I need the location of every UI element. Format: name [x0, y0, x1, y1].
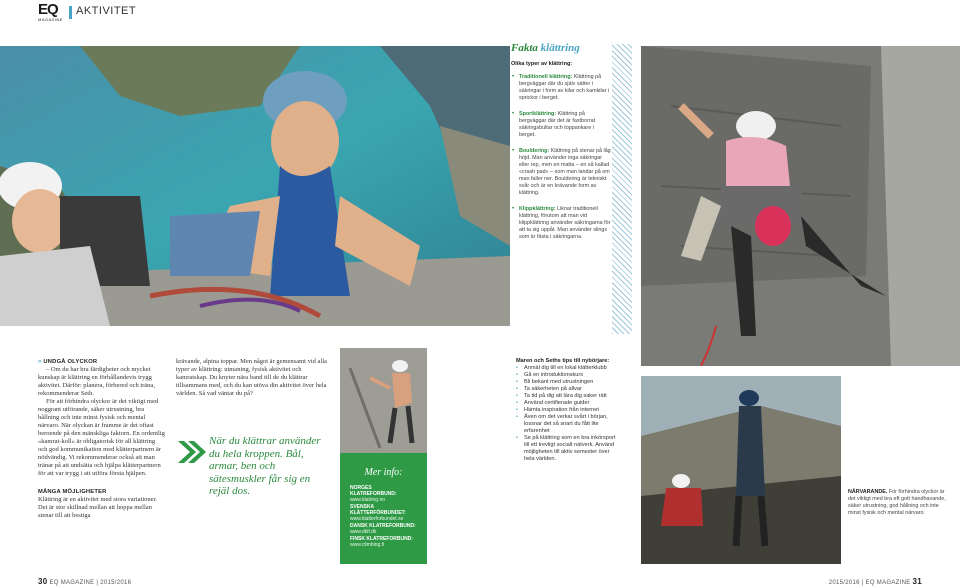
- info-org: NORGES KLATREFORBUND:: [350, 485, 397, 497]
- fakta-box: [511, 42, 611, 332]
- tips-item: [516, 400, 616, 407]
- info-org: FINSK KLATREFORBUND:: [350, 536, 413, 542]
- paragraph: För att förhindra olyckor är det viktigt med noggrant utförande, säker utrustning, bra hållning och inte minst fysisk och mental närvaro. När olyckan är framme är det oftast beroende på den mänskliga faktorn. En ordentlig «kamrat-koll» är obligatorisk för all klättring och god kommunikation med klätterpartnern är nödvändig. Vi rekommenderar också att man tränar på att undsätta och hjälpa klätterpartnern för att var trygg i att utföra första hjälpen.: [38, 398, 165, 477]
- page-number: 31: [912, 577, 922, 586]
- info-org: DANSK KLATREFORBUND:: [350, 523, 416, 529]
- info-org: SVENSKA KLÄTTERFÖRBUNDET:: [350, 504, 406, 516]
- tips-text: Ta säkerheten på allvar: [524, 386, 582, 392]
- info-link[interactable]: www.klatterforbundet.se: [350, 516, 404, 522]
- bullet-icon: •: [516, 435, 518, 441]
- section-title: AKTIVITET: [76, 5, 137, 17]
- photo-climber-small: [340, 348, 427, 454]
- bullet-icon: •: [516, 379, 518, 385]
- fakta-item: [511, 111, 611, 139]
- tips-item: [516, 407, 616, 414]
- bullet-icon: •: [516, 407, 518, 413]
- fakta-term: Traditionell klättring:: [519, 74, 573, 80]
- footer-issue: 2015/2016: [100, 580, 132, 586]
- footer-mag: EQ MAGAZINE: [49, 580, 95, 586]
- fakta-text: Klättring på stenar på låg höjd. Man använder inga säkringar eller rep, men en matta – en så kallad «crash pad» – som man landar på om man faller ner. Bouldering är tekniskt svår och är en krävande form av klättring.: [519, 148, 611, 196]
- tips-item: [516, 435, 616, 463]
- fakta-title: [511, 42, 611, 54]
- footer-issue: 2015/2016: [828, 580, 860, 586]
- bullet-icon: •: [516, 365, 518, 371]
- tips-text: Anmäl dig till en lokal klätterklubb: [524, 365, 607, 371]
- footer-mag: EQ MAGAZINE: [865, 580, 911, 586]
- header-accent-bar: [69, 6, 72, 19]
- fakta-text: Liknar traditionell klättring, förutom att man vid klippklättring använder säkringarna för att ta sig uppåt. Man använder slings som är fästa i säkringarna.: [519, 206, 611, 240]
- bullet-icon: •: [516, 386, 518, 392]
- info-link[interactable]: www.klatring.no: [350, 497, 386, 503]
- tips-text: Använd certifierade guider: [524, 400, 590, 406]
- tips-text: Även om det verkar svårt i början, lossnar det så snart du fått lite erfarenhet: [524, 414, 608, 434]
- tips-text: Se på klättring som en bra inkörsport till ett trevligt socialt nätverk. Använd möjligheten till aktiv semester över hela världen.: [524, 435, 616, 462]
- photo-climbers-mountain: [641, 376, 841, 564]
- paragraph: krävande, alpina toppar. Men något är gemensamt vid alla typer av klättring: utmaning, fysisk aktivitet och kamratskap. Du knyter nära band till de du klättrar tillsammans med, och du kan utöva din aktivitet över hela världen. Så vad väntar du på?: [176, 358, 327, 397]
- tips-item: [516, 386, 616, 393]
- tips-item: [516, 365, 616, 372]
- fakta-term: Bouldering:: [519, 148, 550, 154]
- section-head-possibilities: MÅNGA MÖJLIGHETER: [38, 489, 107, 495]
- paragraph: Klättring är en aktivitet med stora variationer. Det är stor skillnad mellan att hoppa mellan stenar till att bestiga: [38, 496, 157, 519]
- section-head-text: UNDGÅ OLYCKOR: [43, 359, 98, 365]
- bullet-icon: •: [512, 206, 515, 212]
- fakta-text: Klättring på bergväggar där du själv sätter i säkringar i form av kilar och kamkilar i sprickor i berget.: [519, 74, 610, 101]
- fakta-term: Klippklättring:: [519, 206, 556, 212]
- page-number: 30: [38, 577, 48, 586]
- bullet-icon: •: [516, 393, 518, 399]
- eq-logo: [38, 3, 64, 21]
- logo-subtext: MAGAZINE: [38, 17, 63, 22]
- quote-chevron-icon: [176, 437, 206, 467]
- caption-text: För förhindra olyckor är det viktigt med bra eft gott handhavande, säker utrustning, god hållning och inte minst fysisk och mental närvaro.: [848, 489, 946, 516]
- photo-caption: [848, 489, 948, 517]
- bullet-icon: •: [512, 111, 515, 117]
- tips-text: Hämta inspiration från internet: [524, 407, 599, 413]
- pull-quote: När du klättrar använder du hela kroppen. Bål, armar, ben och sätesmuskler får sig en rejäl dos.: [209, 435, 321, 497]
- footer-left: 30 EQ MAGAZINE | 2015/2016: [38, 577, 132, 586]
- fakta-text: Klättring på bergväggar där det är fastborrat säkringsbultar och toppankare i berget.: [519, 111, 596, 138]
- info-link[interactable]: www.climbing.fi: [350, 542, 385, 548]
- tips-item: [516, 379, 616, 386]
- tips-heading: Maren och Seths tips till nybörjare:: [516, 358, 610, 364]
- tips-text: Bli bekant med utrustningen: [524, 379, 594, 385]
- fakta-subtitle: Olika typer av klättring:: [511, 61, 573, 67]
- bullet-icon: •: [516, 400, 518, 406]
- fakta-title-b: klättring: [540, 42, 580, 54]
- footer-right: 2015/2016 | EQ MAGAZINE 31: [828, 577, 922, 586]
- logo-text: EQ: [38, 1, 58, 18]
- photo-climbers-coast: [0, 46, 510, 326]
- bullet-icon: •: [512, 74, 515, 80]
- caption-head: NÄRVARANDE.: [848, 489, 888, 495]
- tips-item: [516, 414, 616, 435]
- fakta-term: Sportklättring:: [519, 111, 557, 117]
- bullet-icon: •: [516, 372, 518, 378]
- arrow-icon: >: [38, 359, 42, 365]
- fakta-item: [511, 148, 611, 197]
- article-column-1: [38, 358, 166, 520]
- article-column-2: [176, 358, 328, 398]
- fakta-title-a: Fakta: [511, 42, 538, 54]
- tips-item: [516, 372, 616, 379]
- info-title: Mer info:: [364, 467, 403, 478]
- fakta-item: [511, 206, 611, 241]
- tips-text: Ta tid på dig att lära dig saker rätt: [524, 393, 607, 399]
- bullet-icon: •: [516, 414, 518, 420]
- paragraph: – Om du har bra färdigheter och mycket kunskap är klättring en förhållandevis trygg aktivitet. Därför: planera, förbered och träna, rekommenderar Seth.: [38, 366, 155, 397]
- fakta-item: [511, 74, 611, 102]
- bullet-icon: •: [512, 148, 515, 154]
- decorative-stripes: [612, 44, 632, 334]
- tips-text: Gå en introduktionskurs: [524, 372, 584, 378]
- beginner-tips: [516, 358, 616, 463]
- section-head-accidents: [38, 358, 166, 366]
- info-link[interactable]: www.dklf.dk: [350, 529, 377, 535]
- more-info-box: [340, 453, 427, 564]
- tips-item: [516, 393, 616, 400]
- photo-climber-rockwall: [641, 46, 960, 366]
